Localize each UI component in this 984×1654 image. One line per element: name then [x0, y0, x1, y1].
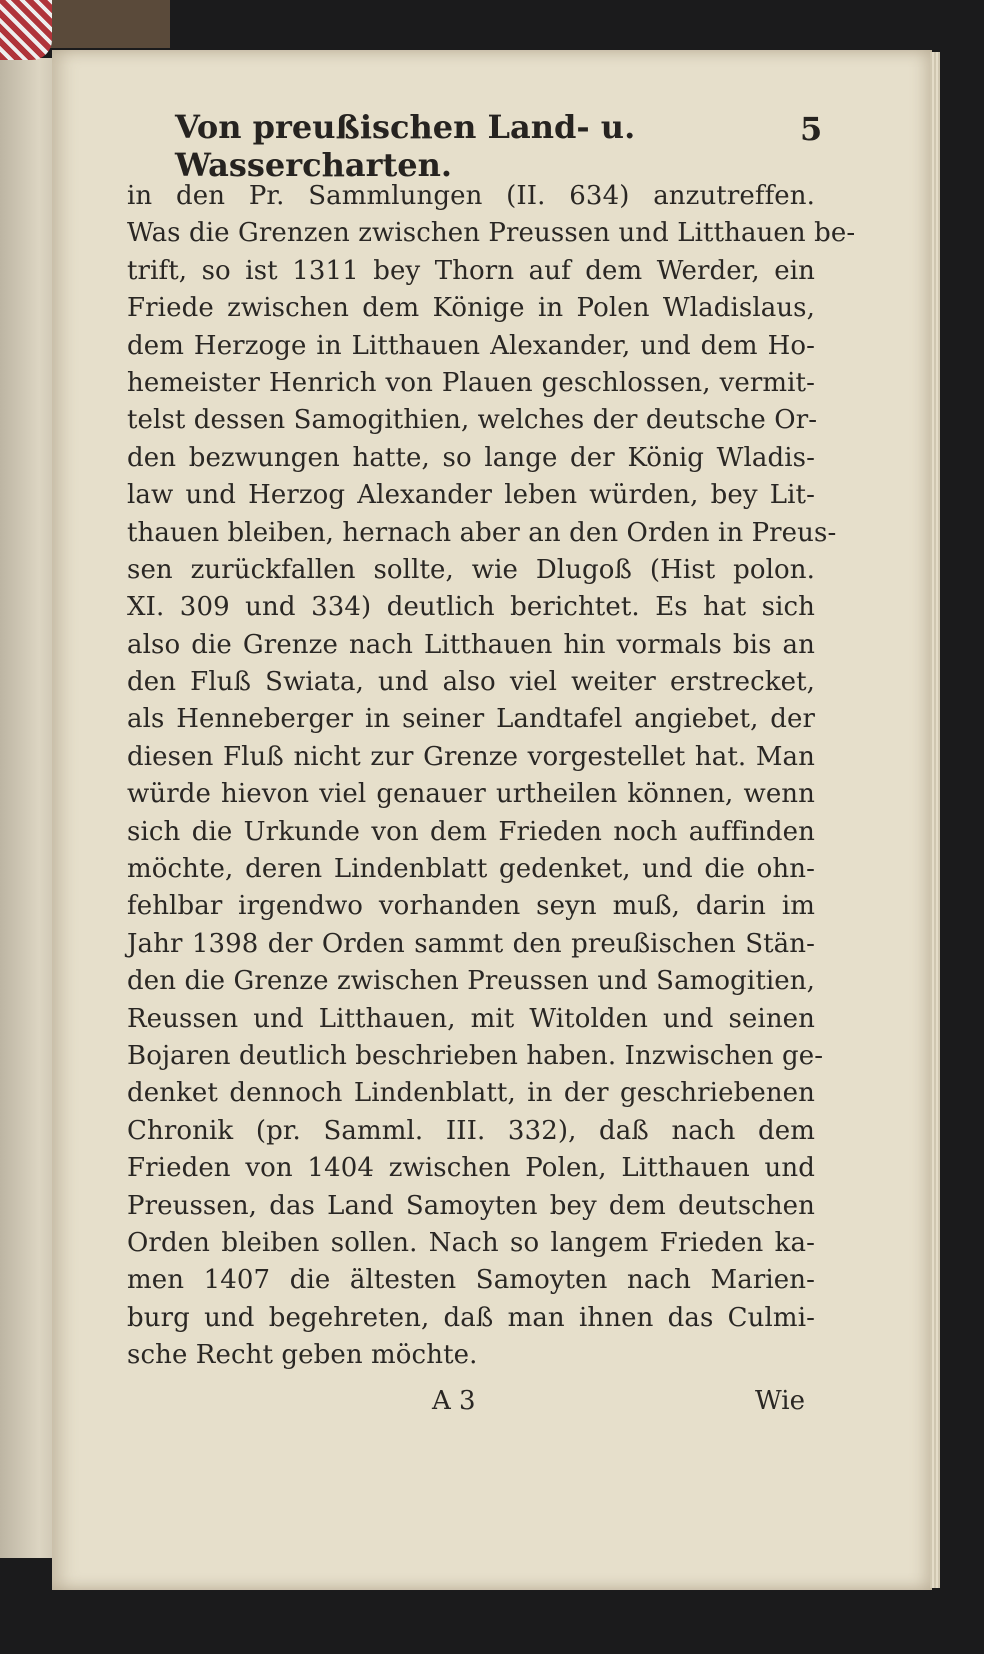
- text-line: sche Recht geben möchte.: [127, 1340, 478, 1371]
- text-line: sen zurückfallen sollte, wie Dlugoß (Hist polon.: [127, 554, 815, 585]
- text-line: dem Herzoge in Litthauen Alexander, und dem Ho-: [127, 330, 815, 361]
- text-line: Was die Grenzen zwischen Preussen und Litthauen be-: [127, 218, 856, 249]
- text-line: XI. 309 und 334) deutlich berichtet. Es hat sich: [127, 592, 815, 623]
- text-line: Bojaren deutlich beschrieben haben. Inzwischen ge-: [127, 1040, 824, 1071]
- text-line: Chronik (pr. Samml. III. 332), daß nach dem: [127, 1115, 815, 1146]
- page-stack-edge: [930, 52, 940, 1588]
- text-line: fehlbar irgendwo vorhanden seyn muß, darin im: [127, 891, 815, 922]
- text-line: also die Grenze nach Litthauen hin vormals bis an: [127, 629, 815, 660]
- text-line: Jahr 1398 der Orden sammt den preußischen Stän-: [127, 928, 815, 959]
- text-line: sich die Urkunde von dem Frieden noch auffinden: [127, 816, 815, 847]
- bookmark-ribbon: [0, 0, 52, 60]
- body-text: [127, 178, 856, 1375]
- text-line: den bezwungen hatte, so lange der König Wladis-: [127, 442, 815, 473]
- text-line: Friede zwischen dem Könige in Polen Wladislaus,: [127, 293, 815, 324]
- page-number: 5: [800, 110, 823, 148]
- text-line: den Fluß Swiata, und also viel weiter erstrecket,: [127, 667, 815, 698]
- text-line: möchte, deren Lindenblatt gedenket, und die ohn-: [127, 854, 815, 885]
- facing-page-edge: [0, 58, 56, 1558]
- catchword: Wie: [755, 1386, 805, 1416]
- text-line: telst dessen Samogithien, welches der deutsche Or-: [127, 405, 818, 436]
- text-line: Frieden von 1404 zwischen Polen, Litthauen und: [127, 1153, 815, 1184]
- text-line: Orden bleiben sollen. Nach so langem Frieden ka-: [127, 1227, 815, 1258]
- text-line: in den Pr. Sammlungen (II. 634) anzutreffen.: [127, 181, 815, 211]
- text-line: Preussen, das Land Samoyten bey dem deutschen: [127, 1190, 815, 1221]
- text-line: als Henneberger in seiner Landtafel angiebet, der: [127, 704, 815, 735]
- text-line: trift, so ist 1311 bey Thorn auf dem Werder, ein: [127, 255, 815, 286]
- text-line: hemeister Henrich von Plauen geschlossen, vermit-: [127, 367, 815, 398]
- running-header: Von preußischen Land- u. Wassercharten.: [175, 108, 636, 184]
- text-line: Reussen und Litthauen, mit Witolden und seinen: [127, 1003, 815, 1034]
- text-line: thauen bleiben, hernach aber an den Orden in Preus-: [127, 517, 837, 548]
- text-line: den die Grenze zwischen Preussen und Samogitien,: [127, 966, 815, 997]
- text-line: würde hievon viel genauer urtheilen können, wenn: [127, 779, 815, 810]
- signature-mark: A 3: [432, 1386, 476, 1416]
- page-footer: [127, 1386, 815, 1426]
- book-cover-edge: [40, 0, 170, 48]
- text-line: men 1407 die ältesten Samoyten nach Marien-: [127, 1265, 815, 1296]
- text-line: burg und begehreten, daß man ihnen das Culmi-: [127, 1302, 815, 1333]
- text-line: diesen Fluß nicht zur Grenze vorgestellet hat. Man: [127, 741, 815, 772]
- text-line: denket dennoch Lindenblatt, in der geschriebenen: [127, 1078, 815, 1109]
- text-line: law und Herzog Alexander leben würden, bey Lit-: [127, 480, 815, 511]
